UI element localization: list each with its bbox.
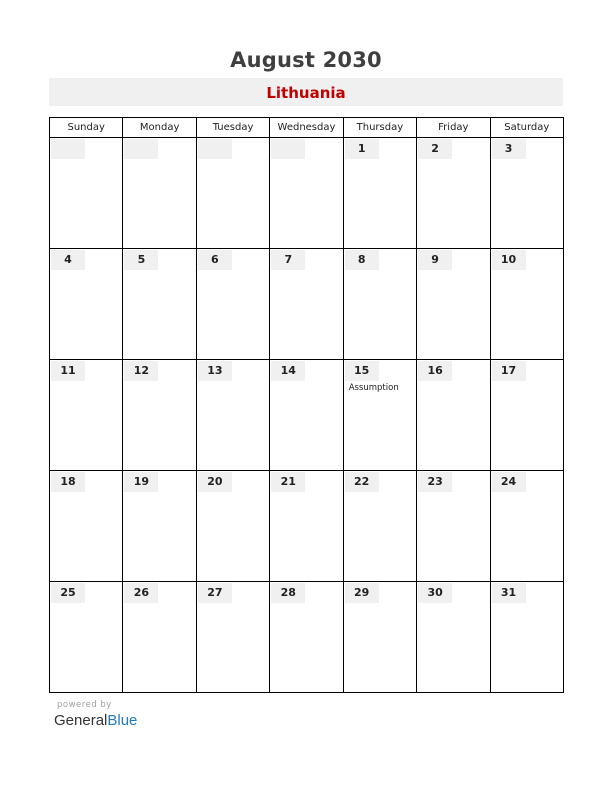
day-number: 20 [198,472,232,492]
day-number: 17 [492,361,526,381]
day-cell [417,471,490,582]
calendar-grid [49,117,564,693]
day-number: 2 [418,139,452,159]
day-cell [343,582,416,693]
day-number: 26 [124,583,158,603]
day-number: 21 [271,472,305,492]
weekday-friday: Friday [417,118,490,138]
day-cell [490,138,563,249]
empty-day-box [51,139,85,159]
day-cell [196,360,269,471]
day-number: 22 [345,472,379,492]
day-cell [50,138,123,249]
day-cell [123,360,196,471]
day-number: 3 [492,139,526,159]
day-cell [270,249,343,360]
day-cell [196,582,269,693]
day-number: 19 [124,472,158,492]
day-number: 29 [345,583,379,603]
day-cell [343,471,416,582]
day-number: 23 [418,472,452,492]
day-cell [343,249,416,360]
generalblue-logo[interactable] [54,712,137,729]
week-row [50,471,564,582]
day-cell [270,138,343,249]
day-number: 9 [418,250,452,270]
day-cell [270,471,343,582]
week-row [50,249,564,360]
brand-general-text: General [54,712,108,729]
day-cell [196,471,269,582]
weekday-thursday: Thursday [343,118,416,138]
day-number: 8 [345,250,379,270]
day-cell [50,582,123,693]
holiday-label: Assumption [348,383,399,393]
day-number: 28 [271,583,305,603]
day-cell [417,138,490,249]
weekday-sunday: Sunday [50,118,123,138]
weekday-wednesday: Wednesday [270,118,343,138]
day-cell [196,249,269,360]
week-row [50,360,564,471]
day-number: 18 [51,472,85,492]
day-number: 4 [51,250,85,270]
day-number: 6 [198,250,232,270]
day-number: 16 [418,361,452,381]
day-cell [123,249,196,360]
empty-day-box [271,139,305,159]
day-number: 30 [418,583,452,603]
day-number: 7 [271,250,305,270]
day-cell [123,582,196,693]
day-cell [50,360,123,471]
day-cell [490,249,563,360]
day-number: 14 [271,361,305,381]
day-number: 5 [124,250,158,270]
day-number: 31 [492,583,526,603]
weekday-monday: Monday [123,118,196,138]
day-cell [490,360,563,471]
day-number: 24 [492,472,526,492]
day-cell [50,249,123,360]
day-cell [343,138,416,249]
day-number: 12 [124,361,158,381]
day-number: 1 [345,139,379,159]
day-cell [196,138,269,249]
day-cell [490,582,563,693]
day-cell [270,582,343,693]
day-cell [123,471,196,582]
day-number: 27 [198,583,232,603]
day-cell [50,471,123,582]
day-cell [270,360,343,471]
weekday-header-row [50,118,564,138]
day-number: 15 [345,361,379,381]
week-row [50,582,564,693]
day-cell [417,360,490,471]
empty-day-box [124,139,158,159]
day-cell [343,360,416,471]
country-banner [49,78,563,106]
weekday-saturday: Saturday [490,118,563,138]
day-number: 13 [198,361,232,381]
day-number: 11 [51,361,85,381]
day-cell [417,249,490,360]
day-number: 25 [51,583,85,603]
week-row [50,138,564,249]
powered-by-text: powered by [57,700,112,710]
country-name: Lithuania [266,84,346,102]
day-cell [490,471,563,582]
empty-day-box [198,139,232,159]
brand-blue-text: Blue [107,712,138,729]
weekday-tuesday: Tuesday [196,118,269,138]
calendar-title: August 2030 [230,48,382,72]
day-cell [417,582,490,693]
day-cell [123,138,196,249]
day-number: 10 [492,250,526,270]
